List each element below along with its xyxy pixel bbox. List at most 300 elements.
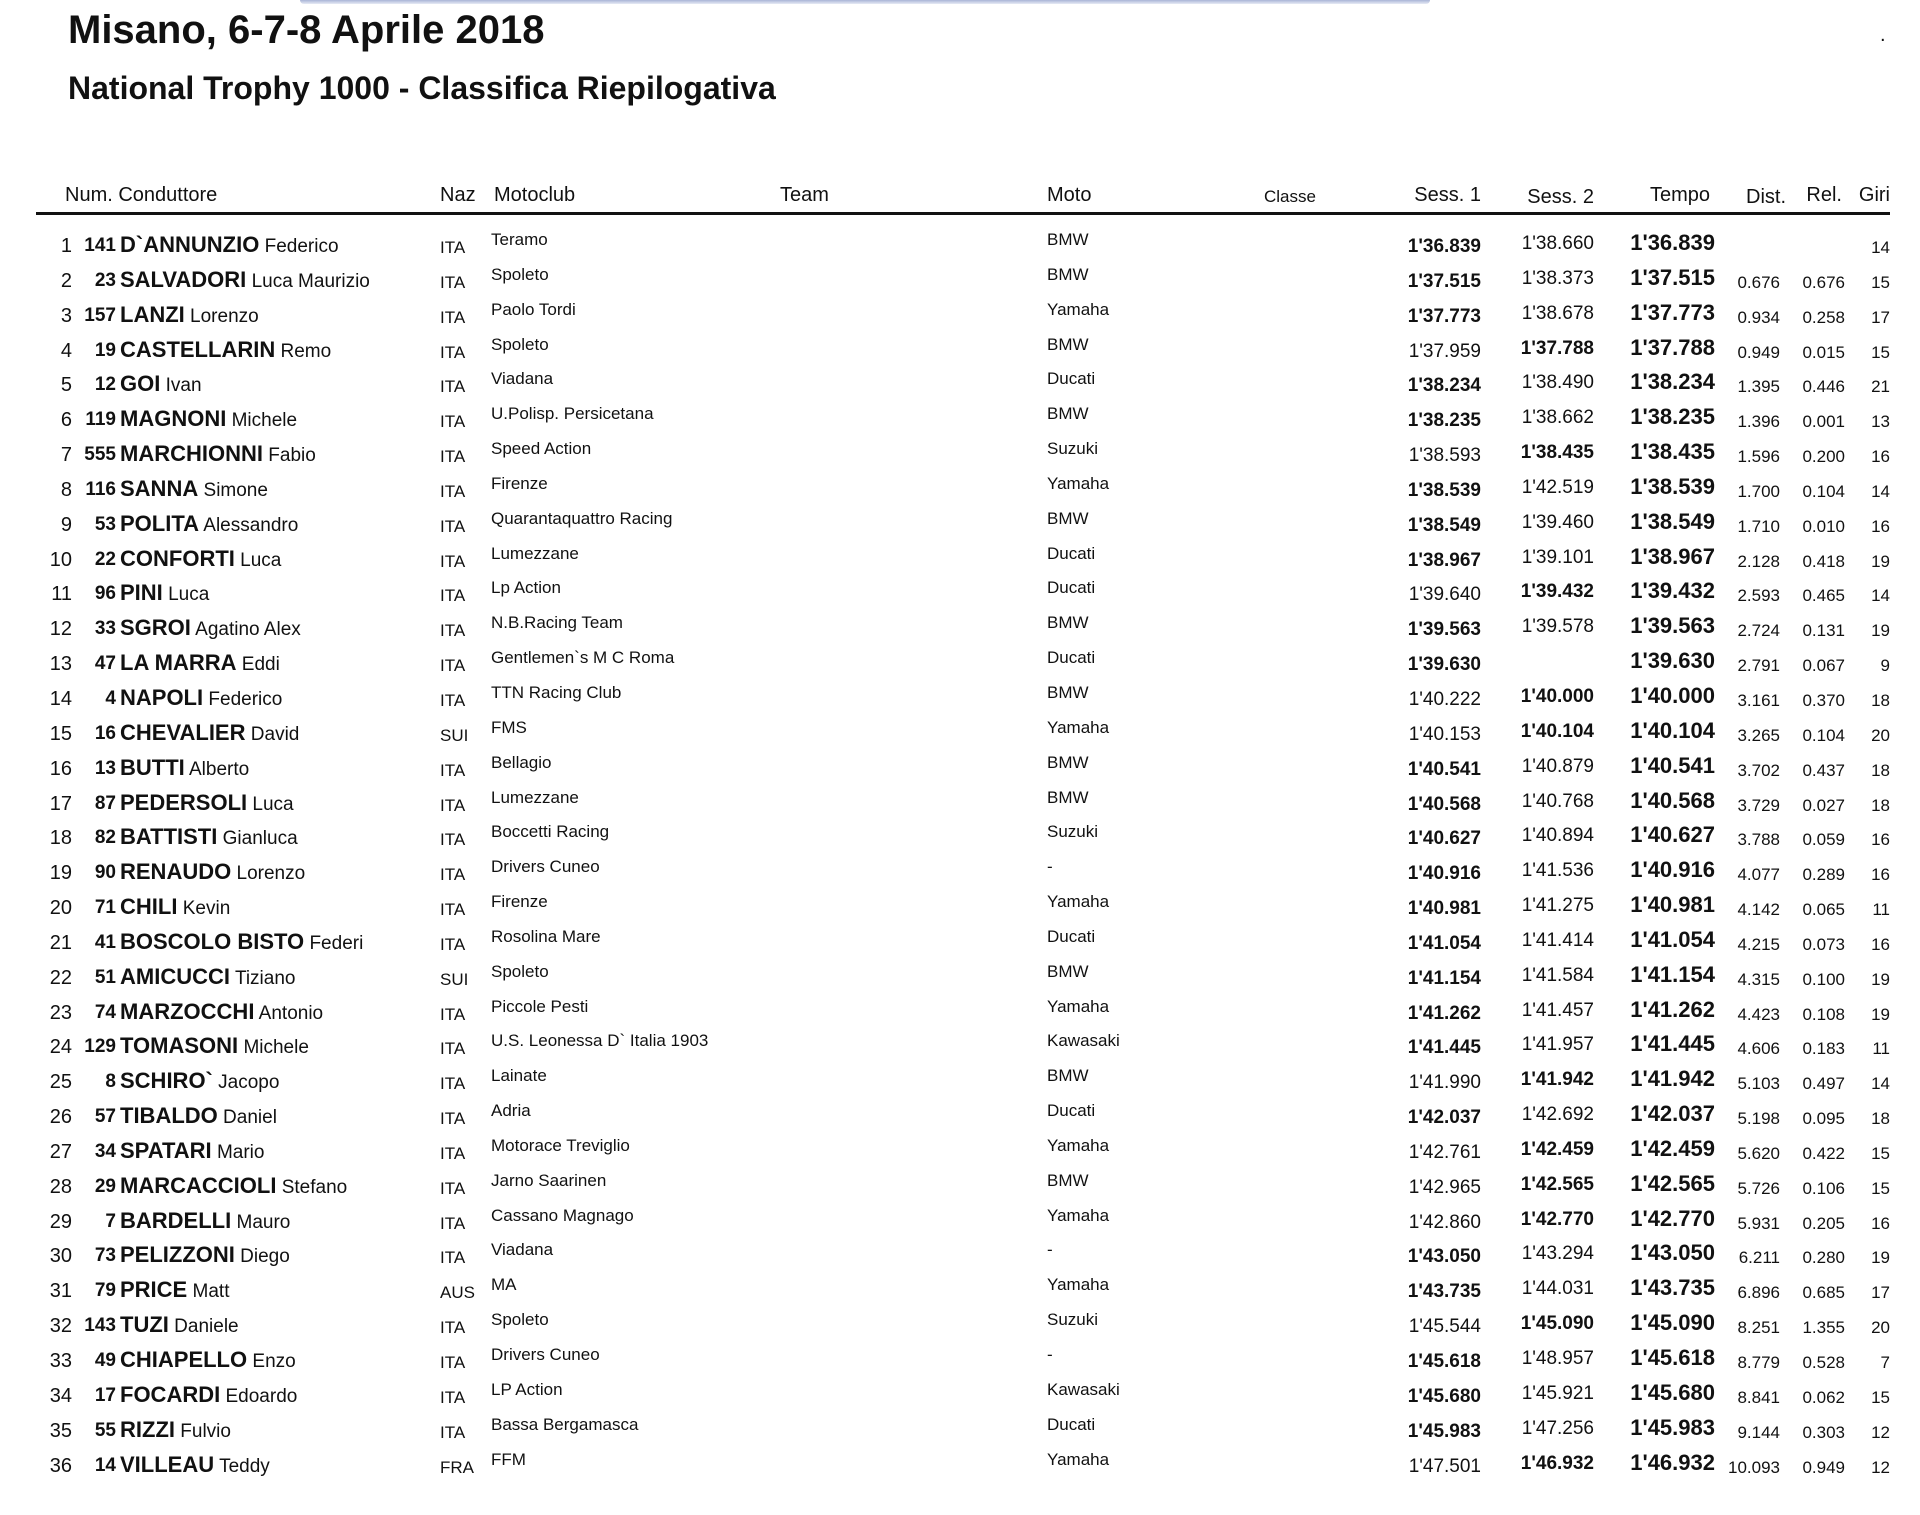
session1-time: 1'38.539 [1407,479,1481,501]
gap-distance: 4.606 [1737,1039,1780,1059]
motoclub: Bellagio [491,752,552,772]
laps: 19 [1871,1248,1890,1268]
rider-firstname: Tiziano [234,967,296,989]
best-time: 1'36.839 [1630,230,1715,255]
rider-name [120,1068,279,1094]
laps: 19 [1871,969,1890,989]
rider-name [120,302,259,328]
rider-number: 116 [85,478,116,500]
position: 4 [60,339,72,362]
gap-distance: 1.396 [1737,412,1780,432]
rider-name [120,1138,264,1164]
rider-surname: MAGNONI [120,406,227,432]
session2-time: 1'42.770 [1520,1208,1594,1230]
session1-time: 1'38.967 [1407,549,1481,571]
rider-number: 143 [84,1315,116,1337]
session1-time: 1'45.618 [1407,1351,1481,1372]
session2-time: 1'47.256 [1521,1417,1594,1439]
session2-time: 1'41.957 [1521,1034,1594,1056]
table-row [36,1275,1890,1310]
table-row [36,1031,1890,1066]
motoclub: Spoleto [491,264,549,284]
nationality: ITA [440,621,466,641]
session1-time: 1'45.680 [1407,1385,1481,1407]
rider-name [120,894,230,920]
position: 9 [60,513,72,536]
gap-relative: 0.095 [1802,1109,1845,1129]
motoclub: Paolo Tordi [491,299,576,319]
gap-distance: 8.779 [1737,1353,1780,1372]
table-row [36,822,1890,857]
table-row [36,544,1890,579]
rider-firstname: Luca [252,793,294,815]
position: 20 [49,897,72,920]
rider-surname: FOCARDI [120,1381,221,1407]
rider-number: 79 [94,1280,116,1302]
moto: Ducati [1047,543,1096,563]
best-time: 1'45.983 [1630,1414,1715,1440]
laps: 14 [1871,1074,1890,1094]
rider-name [120,1208,290,1234]
session1-time: 1'43.050 [1407,1246,1481,1268]
rider-firstname: Diego [240,1246,290,1268]
rider-number: 33 [94,618,116,640]
best-time: 1'42.459 [1630,1135,1715,1161]
laps: 18 [1871,1109,1890,1129]
table-row [36,962,1890,997]
table-row [36,509,1890,544]
rider-surname: RIZZI [120,1416,175,1442]
laps: 16 [1871,447,1890,467]
best-time: 1'38.967 [1630,543,1715,569]
rider-surname: TIBALDO [120,1103,218,1129]
session1-time: 1'38.549 [1407,514,1481,536]
header-naz: Naz [440,184,476,206]
gap-relative: 0.949 [1802,1457,1845,1477]
header-dist: Dist. [1746,186,1786,208]
best-time: 1'42.565 [1630,1170,1715,1196]
table-row [36,265,1890,300]
rider-number: 23 [94,269,116,291]
rider-surname: BATTISTI [120,824,218,850]
rider-firstname: Stefano [281,1176,348,1198]
top-decorative-bar [300,0,1430,4]
position: 29 [49,1210,72,1233]
header-tempo: Tempo [1649,184,1710,206]
gap-distance: 3.161 [1737,690,1780,710]
laps: 14 [1871,238,1890,257]
nationality: ITA [440,1109,466,1129]
rider-number: 8 [105,1071,116,1093]
nationality: ITA [440,1422,466,1442]
session2-time: 1'41.584 [1521,964,1594,986]
session1-time: 1'41.154 [1407,967,1481,989]
motoclub: N.B.Racing Team [491,613,623,633]
gap-distance: 5.198 [1737,1109,1780,1129]
session1-time: 1'38.235 [1407,410,1481,432]
rider-firstname: Alberto [189,758,250,780]
table-row [36,578,1890,613]
moto: BMW [1047,1170,1089,1190]
gap-relative: 0.027 [1802,795,1845,815]
gap-relative: 0.100 [1802,969,1845,989]
motoclub: Cassano Magnago [491,1205,634,1225]
rider-surname: SCHIRO` [120,1068,213,1094]
table-row [36,1380,1890,1415]
position: 13 [49,653,72,676]
motoclub: Lainate [491,1066,547,1086]
gap-distance: 1.596 [1737,447,1780,467]
table-row [36,613,1890,648]
position: 22 [49,966,72,989]
moto: Yamaha [1047,1205,1110,1225]
position: 25 [49,1071,72,1094]
laps: 15 [1871,1178,1890,1198]
gap-distance: 2.791 [1737,656,1780,676]
page-title: Misano, 6-7-8 Aprile 2018 [68,8,545,52]
best-time: 1'39.563 [1630,613,1715,639]
session1-time: 1'38.593 [1408,445,1481,467]
gap-relative: 0.106 [1802,1178,1845,1198]
session2-time: 1'41.536 [1521,860,1594,882]
gap-relative: 0.205 [1802,1213,1845,1233]
session2-time: 1'48.957 [1521,1348,1594,1369]
table-row [36,1310,1890,1345]
motoclub: Lumezzane [491,543,579,563]
rider-name [120,964,295,990]
laps: 11 [1872,900,1890,920]
position: 28 [49,1175,72,1198]
corner-mark: . [1880,24,1886,46]
nationality: ITA [440,1039,466,1059]
session1-time: 1'39.630 [1407,654,1481,676]
rider-surname: SALVADORI [120,266,247,292]
page-subtitle: National Trophy 1000 - Classifica Riepilogativa [68,70,776,106]
position: 12 [49,618,72,641]
rider-number: 12 [94,374,116,396]
moto: - [1047,1240,1053,1260]
rider-firstname: Daniele [174,1316,239,1338]
rider-number: 16 [94,722,116,744]
rider-surname: LANZI [120,301,185,327]
rider-name [120,859,305,885]
nationality: ITA [440,830,466,850]
moto: BMW [1047,613,1089,633]
moto: Ducati [1047,926,1096,946]
position: 21 [49,931,72,954]
table-row [36,1240,1890,1275]
table-row [36,997,1890,1032]
session1-time: 1'41.054 [1407,932,1481,954]
moto: Ducati [1047,369,1096,389]
laps: 13 [1871,412,1890,432]
table-row [36,1345,1890,1380]
rider-firstname: Daniel [223,1107,277,1129]
rider-surname: D`ANNUNZIO [120,232,260,257]
motoclub: FFM [491,1449,526,1469]
rider-surname: CHEVALIER [120,719,246,745]
rider-surname: AMICUCCI [120,963,230,989]
rider-firstname: Michele [231,410,298,432]
moto: BMW [1047,752,1089,772]
motoclub: Jarno Saarinen [491,1170,607,1190]
gap-relative: 0.676 [1802,272,1845,292]
laps: 18 [1871,690,1890,710]
motoclub: Lumezzane [491,787,579,807]
session2-time: 1'42.459 [1520,1138,1594,1160]
session2-time: 1'38.373 [1521,267,1594,289]
session2-time: 1'40.104 [1520,720,1594,742]
laps: 15 [1871,342,1890,362]
session2-time: 1'38.435 [1520,442,1594,464]
position: 35 [49,1419,72,1442]
gap-distance: 4.215 [1737,934,1780,954]
gap-distance: 1.700 [1737,481,1780,501]
position: 2 [60,269,72,292]
rider-number: 47 [94,653,116,675]
session1-time: 1'40.222 [1408,688,1481,710]
gap-relative: 0.370 [1802,690,1845,710]
best-time: 1'38.235 [1630,404,1715,430]
best-time: 1'38.539 [1630,473,1715,499]
gap-relative: 0.059 [1802,830,1845,850]
session2-time: 1'40.894 [1521,825,1594,847]
moto: Yamaha [1047,717,1110,737]
nationality: ITA [440,516,466,536]
table-row [36,439,1890,474]
gap-relative: 0.422 [1802,1143,1845,1163]
gap-relative: 0.067 [1802,656,1845,676]
rider-name [120,1312,239,1338]
best-time: 1'40.568 [1630,787,1715,813]
motoclub: Bassa Bergamasca [491,1414,639,1434]
best-time: 1'41.154 [1630,961,1715,987]
laps: 15 [1871,1387,1890,1407]
rider-firstname: Mario [216,1141,265,1163]
position: 5 [60,374,72,397]
nationality: ITA [440,656,466,676]
laps: 16 [1871,830,1890,850]
rider-firstname: Michele [243,1037,309,1059]
session1-time: 1'37.515 [1407,270,1481,292]
best-time: 1'38.435 [1630,439,1715,465]
gap-relative: 0.289 [1802,865,1845,885]
motoclub: Drivers Cuneo [491,857,600,877]
rider-surname: TUZI [120,1312,169,1338]
best-time: 1'42.037 [1630,1101,1715,1127]
nationality: ITA [440,865,466,885]
best-time: 1'45.090 [1630,1310,1715,1336]
rider-surname: PELIZZONI [120,1242,235,1268]
rider-name [120,1417,231,1443]
rider-name [120,1347,296,1373]
rider-surname: TOMASONI [120,1033,239,1059]
rider-name [120,999,323,1025]
rider-firstname: Agatino Alex [195,619,301,641]
session1-time: 1'45.983 [1407,1420,1481,1442]
gap-distance: 4.077 [1737,865,1780,885]
rider-surname: MARZOCCHI [120,998,255,1024]
nationality: ITA [440,795,466,815]
moto: Yamaha [1047,473,1110,493]
session2-time: 1'39.460 [1521,511,1594,533]
nationality: ITA [440,238,466,257]
table-row [36,857,1890,892]
table-row [36,1171,1890,1206]
session2-time: 1'39.578 [1521,616,1594,638]
nationality: ITA [440,1387,466,1407]
gap-distance: 0.949 [1737,342,1780,362]
best-time: 1'45.618 [1630,1345,1715,1370]
rider-name [120,685,282,711]
rider-number: 73 [94,1245,116,1267]
rider-name [120,1382,297,1408]
gap-relative: 0.258 [1802,307,1845,327]
best-time: 1'38.234 [1630,369,1715,395]
gap-distance: 2.593 [1737,586,1780,606]
rider-firstname: Teddy [219,1455,270,1477]
best-time: 1'43.735 [1630,1275,1715,1301]
gap-relative: 0.104 [1802,481,1845,501]
session2-time: 1'38.660 [1521,233,1594,254]
rider-firstname: Antonio [258,1002,324,1024]
session2-time: 1'38.678 [1521,302,1594,324]
motoclub: Boccetti Racing [491,822,610,842]
motoclub: Spoleto [491,961,549,981]
nationality: ITA [440,1178,466,1198]
motoclub: U.S. Leonessa D` Italia 1903 [491,1031,709,1051]
rider-name [120,406,297,432]
rider-number: 13 [94,757,116,779]
gap-relative: 0.280 [1802,1248,1845,1268]
session2-time: 1'45.921 [1521,1382,1594,1404]
nationality: ITA [440,272,466,292]
rider-firstname: Gianluca [222,828,298,850]
session2-time: 1'42.565 [1520,1173,1594,1195]
rider-firstname: Matt [192,1281,230,1303]
table-row [36,474,1890,509]
session2-time: 1'44.031 [1521,1278,1594,1300]
moto: BMW [1047,334,1089,354]
laps: 12 [1871,1457,1890,1477]
moto: Ducati [1047,1414,1096,1434]
motoclub: Drivers Cuneo [491,1345,600,1364]
table-row [36,1136,1890,1171]
position: 14 [49,687,72,710]
session2-time: 1'41.414 [1521,929,1594,951]
results-table [36,230,1890,1484]
rider-number: 49 [94,1350,116,1371]
laps: 21 [1871,377,1890,397]
gap-distance: 5.620 [1737,1143,1780,1163]
rider-number: 141 [84,235,116,256]
position: 16 [49,757,72,780]
session1-time: 1'41.262 [1407,1002,1481,1024]
rider-number: 55 [94,1419,116,1441]
position: 10 [49,548,72,571]
nationality: ITA [440,1248,466,1268]
session2-time: 1'40.768 [1521,790,1594,812]
position: 15 [49,722,72,745]
rider-number: 14 [94,1454,116,1476]
rider-name [120,441,316,467]
session1-time: 1'42.037 [1407,1107,1481,1129]
rider-firstname: Ivan [165,375,202,397]
position: 26 [49,1106,72,1129]
rider-surname: RENAUDO [120,859,232,885]
laps: 16 [1871,934,1890,954]
best-time: 1'37.515 [1630,264,1715,290]
position: 33 [49,1350,72,1372]
session1-time: 1'45.544 [1408,1316,1481,1338]
gap-distance: 8.251 [1737,1318,1780,1338]
session1-time: 1'47.501 [1408,1455,1481,1477]
laps: 19 [1871,1004,1890,1024]
rider-name [120,371,202,397]
nationality: ITA [440,586,466,606]
position: 32 [49,1315,72,1338]
gap-distance: 0.934 [1737,307,1780,327]
position: 18 [49,827,72,850]
rider-surname: CHIAPELLO [120,1347,248,1372]
rider-surname: PEDERSOLI [120,789,248,815]
rider-name [120,1452,270,1478]
position: 8 [60,478,72,501]
rider-number: 19 [94,339,116,361]
rider-number: 7 [105,1210,116,1232]
nationality: ITA [440,307,466,327]
gap-relative: 0.437 [1802,760,1845,780]
moto: BMW [1047,404,1089,424]
rider-surname: BARDELLI [120,1207,232,1233]
rider-number: 90 [94,862,116,884]
session2-time: 1'46.932 [1520,1452,1594,1474]
gap-relative: 0.528 [1802,1353,1845,1372]
gap-distance: 3.729 [1737,795,1780,815]
motoclub: FMS [491,717,527,737]
motoclub: Gentlemen`s M C Roma [491,648,675,668]
gap-relative: 1.355 [1802,1318,1845,1338]
session2-time: 1'38.490 [1521,372,1594,394]
moto: Ducati [1047,1101,1096,1121]
laps: 9 [1880,656,1890,676]
rider-surname: MARCHIONNI [120,441,263,467]
moto: BMW [1047,230,1089,249]
session2-time: 1'38.662 [1521,407,1594,429]
best-time: 1'40.627 [1630,822,1715,848]
session1-time: 1'39.563 [1407,619,1481,641]
motoclub: Firenze [491,473,548,493]
rider-surname: CHILI [120,894,178,920]
rider-firstname: Luca [240,549,282,571]
moto: Kawasaki [1047,1379,1120,1399]
motoclub: Quarantaquattro Racing [491,508,673,528]
session2-time: 1'41.457 [1521,999,1594,1021]
best-time: 1'41.942 [1630,1066,1715,1092]
rider-firstname: David [250,723,300,745]
rider-number: 157 [84,304,116,326]
moto: - [1047,857,1053,877]
table-row [36,788,1890,823]
session1-time: 1'37.773 [1407,305,1481,327]
rider-surname: SPATARI [120,1137,212,1163]
position: 34 [49,1384,72,1407]
table-row [36,1101,1890,1136]
gap-relative: 0.131 [1802,621,1845,641]
rider-number: 53 [94,513,116,535]
table-row [36,892,1890,927]
rider-number: 96 [94,583,116,605]
